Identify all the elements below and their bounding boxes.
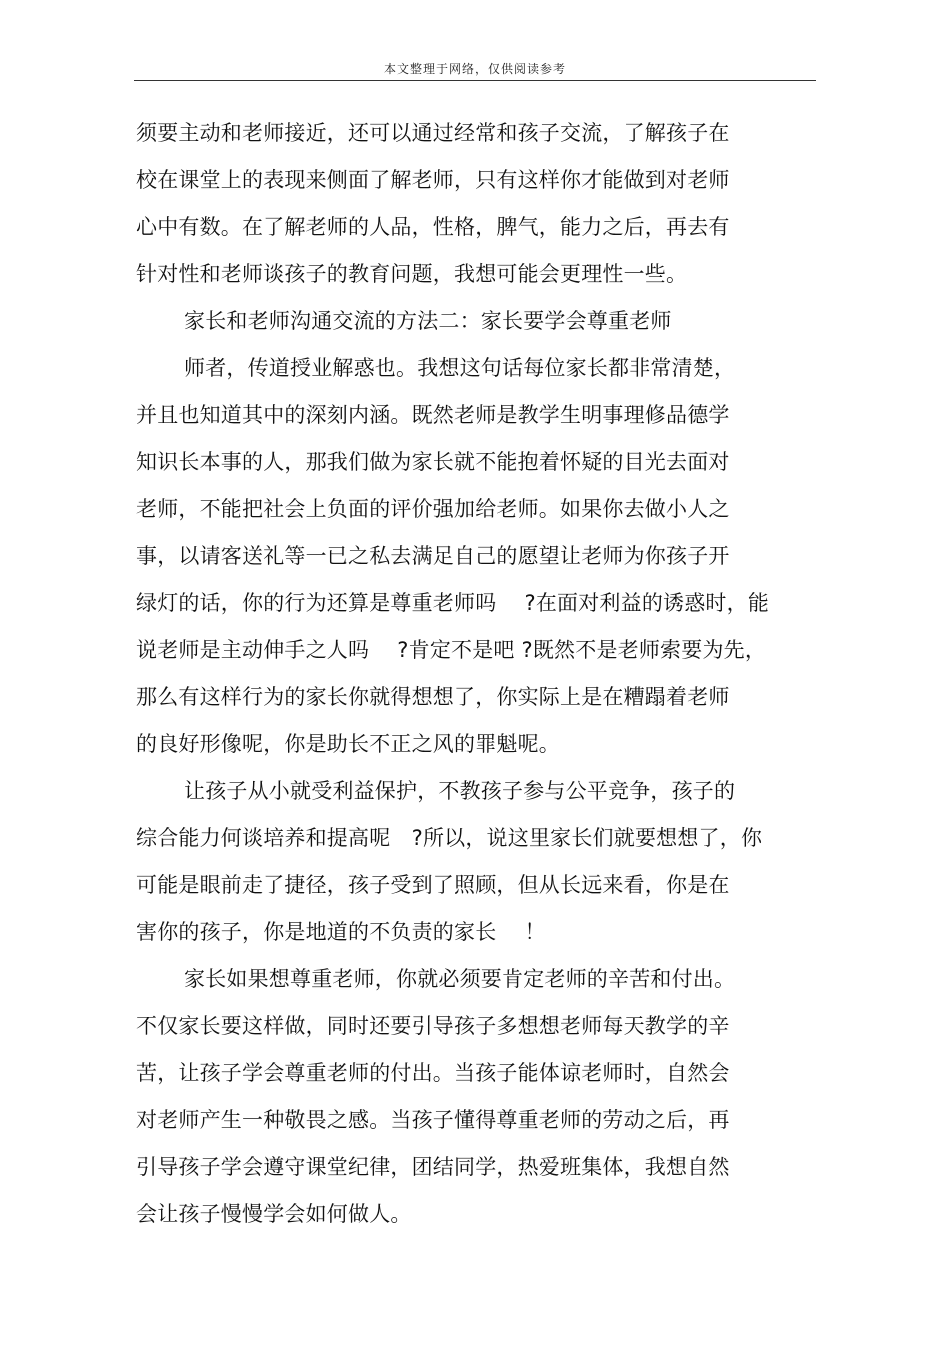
text-line: 引导孩子学会遵守课堂纪律，团结同学，热爱班集体，我想自然 (136, 1155, 730, 1179)
text-line: 综合能力何谈培养和提高呢 ?所以，说这里家长们就要想想了，你 (136, 826, 763, 850)
text-line: 害你的孩子，你是地道的不负责的家长 ！ (136, 920, 546, 944)
text-line: 那么有这样行为的家长你就得想想了，你实际上是在糟蹋着老师 (136, 685, 730, 709)
page-header-text: 本文整理于网络，仅供阅读参考 (383, 62, 566, 76)
text-line: 说老师是主动伸手之人吗 ?肯定不是吧 ?既然不是老师索要为先， (136, 638, 767, 662)
text-line: 心中有数。在了解老师的人品，性格，脾气，能力之后，再去有 (136, 215, 730, 239)
text-line: 家长如果想尊重老师，你就必须要肯定老师的辛苦和付出。 (184, 967, 736, 991)
text-line: 苦，让孩子学会尊重老师的付出。当孩子能体谅老师时，自然会 (136, 1061, 730, 1085)
text-line: 老师，不能把社会上负面的评价强加给老师。如果你去做小人之 (136, 497, 730, 521)
text-line: 会让孩子慢慢学会如何做人。 (136, 1202, 412, 1226)
text-line: 并且也知道其中的深刻内涵。既然老师是教学生明事理修品德学 (136, 403, 730, 427)
text-line: 的良好形像呢，你是助长不正之风的罪魁呢。 (136, 732, 560, 756)
text-line: 不仅家长要这样做，同时还要引导孩子多想想老师每天教学的辛 (136, 1014, 730, 1038)
text-line: 校在课堂上的表现来侧面了解老师，只有这样你才能做到对老师 (136, 168, 730, 192)
text-line: 须要主动和老师接近，还可以通过经常和孩子交流，了解孩子在 (136, 121, 730, 145)
text-line: 绿灯的话，你的行为还算是尊重老师吗 ?在面对利益的诱惑时，能 (136, 591, 770, 615)
text-line: 可能是眼前走了捷径，孩子受到了照顾，但从长远来看，你是在 (136, 873, 730, 897)
text-line: 事，以请客送礼等一已之私去满足自己的愿望让老师为你孩子开 (136, 544, 730, 568)
text-line: 知识长本事的人，那我们做为家长就不能抱着怀疑的目光去面对 (136, 450, 730, 474)
text-line: 师者，传道授业解惑也。我想这句话每位家长都非常清楚， (184, 356, 736, 380)
text-line: 让孩子从小就受利益保护，不教孩子参与公平竞争，孩子的 (184, 779, 736, 803)
text-line: 对老师产生一种敬畏之感。当孩子懂得尊重老师的劳动之后，再 (136, 1108, 730, 1132)
section-heading: 家长和老师沟通交流的方法二：家长要学会尊重老师 (184, 309, 672, 333)
text-line: 针对性和老师谈孩子的教育问题，我想可能会更理性一些。 (136, 262, 688, 286)
